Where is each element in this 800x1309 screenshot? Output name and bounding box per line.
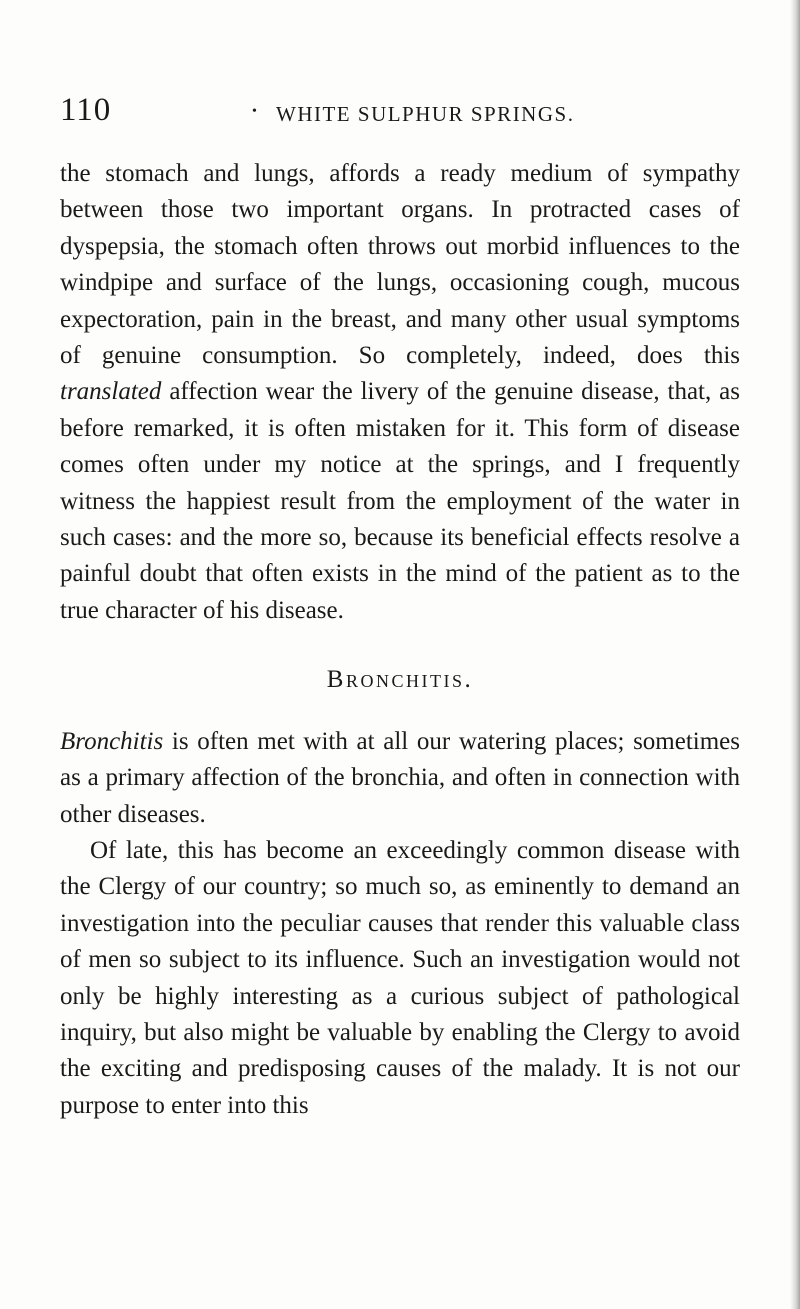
paragraph-1-text-end: affection wear the livery of the genuine disease, that, as before remarked, it is often mistaken for it. This form of disease comes often under my notice at the springs, and I frequently witness the happiest result from the employment of the water in such cases: and the more so, because its beneficial effects resolve a painful doubt that often exists in the mind of the patient as to the true character of his disease. [60,378,740,624]
italic-term-bronchitis: Bronchitis [60,728,164,755]
section-heading: Bronchitis. [326,666,474,693]
paragraph-2-text: is often met with at all our watering places; sometimes as a primary affection of the bronchia, and often in connection with other diseases. [60,728,740,828]
body-paragraph-1 [60,156,740,629]
italic-word-translated: translated [60,378,162,406]
page-edge-shadow [790,0,800,1309]
page-header [60,92,740,132]
page-number: 110 [60,92,112,128]
header-bullet: • [252,104,257,119]
body-paragraph-2 [60,724,740,833]
running-head: WHITE SULPHUR SPRINGS. [276,102,575,126]
paragraph-1-text-start: the stomach and lungs, affords a ready medium of sympathy between those two important organs. In protracted cases of dyspepsia, the stomach often throws out morbid influences to the windpipe and surface of the lungs, occasioning cough, mucous expectoration, pain in the breast, and many other usual symptoms of genuine consumption. So completely, indeed, does this [60,160,740,370]
body-paragraph-3: Of late, this has become an exceedingly common disease with the Clergy of our country; so much so, as eminently to demand an investigation into the peculiar causes that render this valuable class of men so subject to its influence. Such an investigation would not only be highly interesting as a curious subject of pathological inquiry, but also might be valuable by enabling the Clergy to avoid the exciting and predisposing causes of the malady. It is not our purpose to enter into this [60,837,740,1119]
